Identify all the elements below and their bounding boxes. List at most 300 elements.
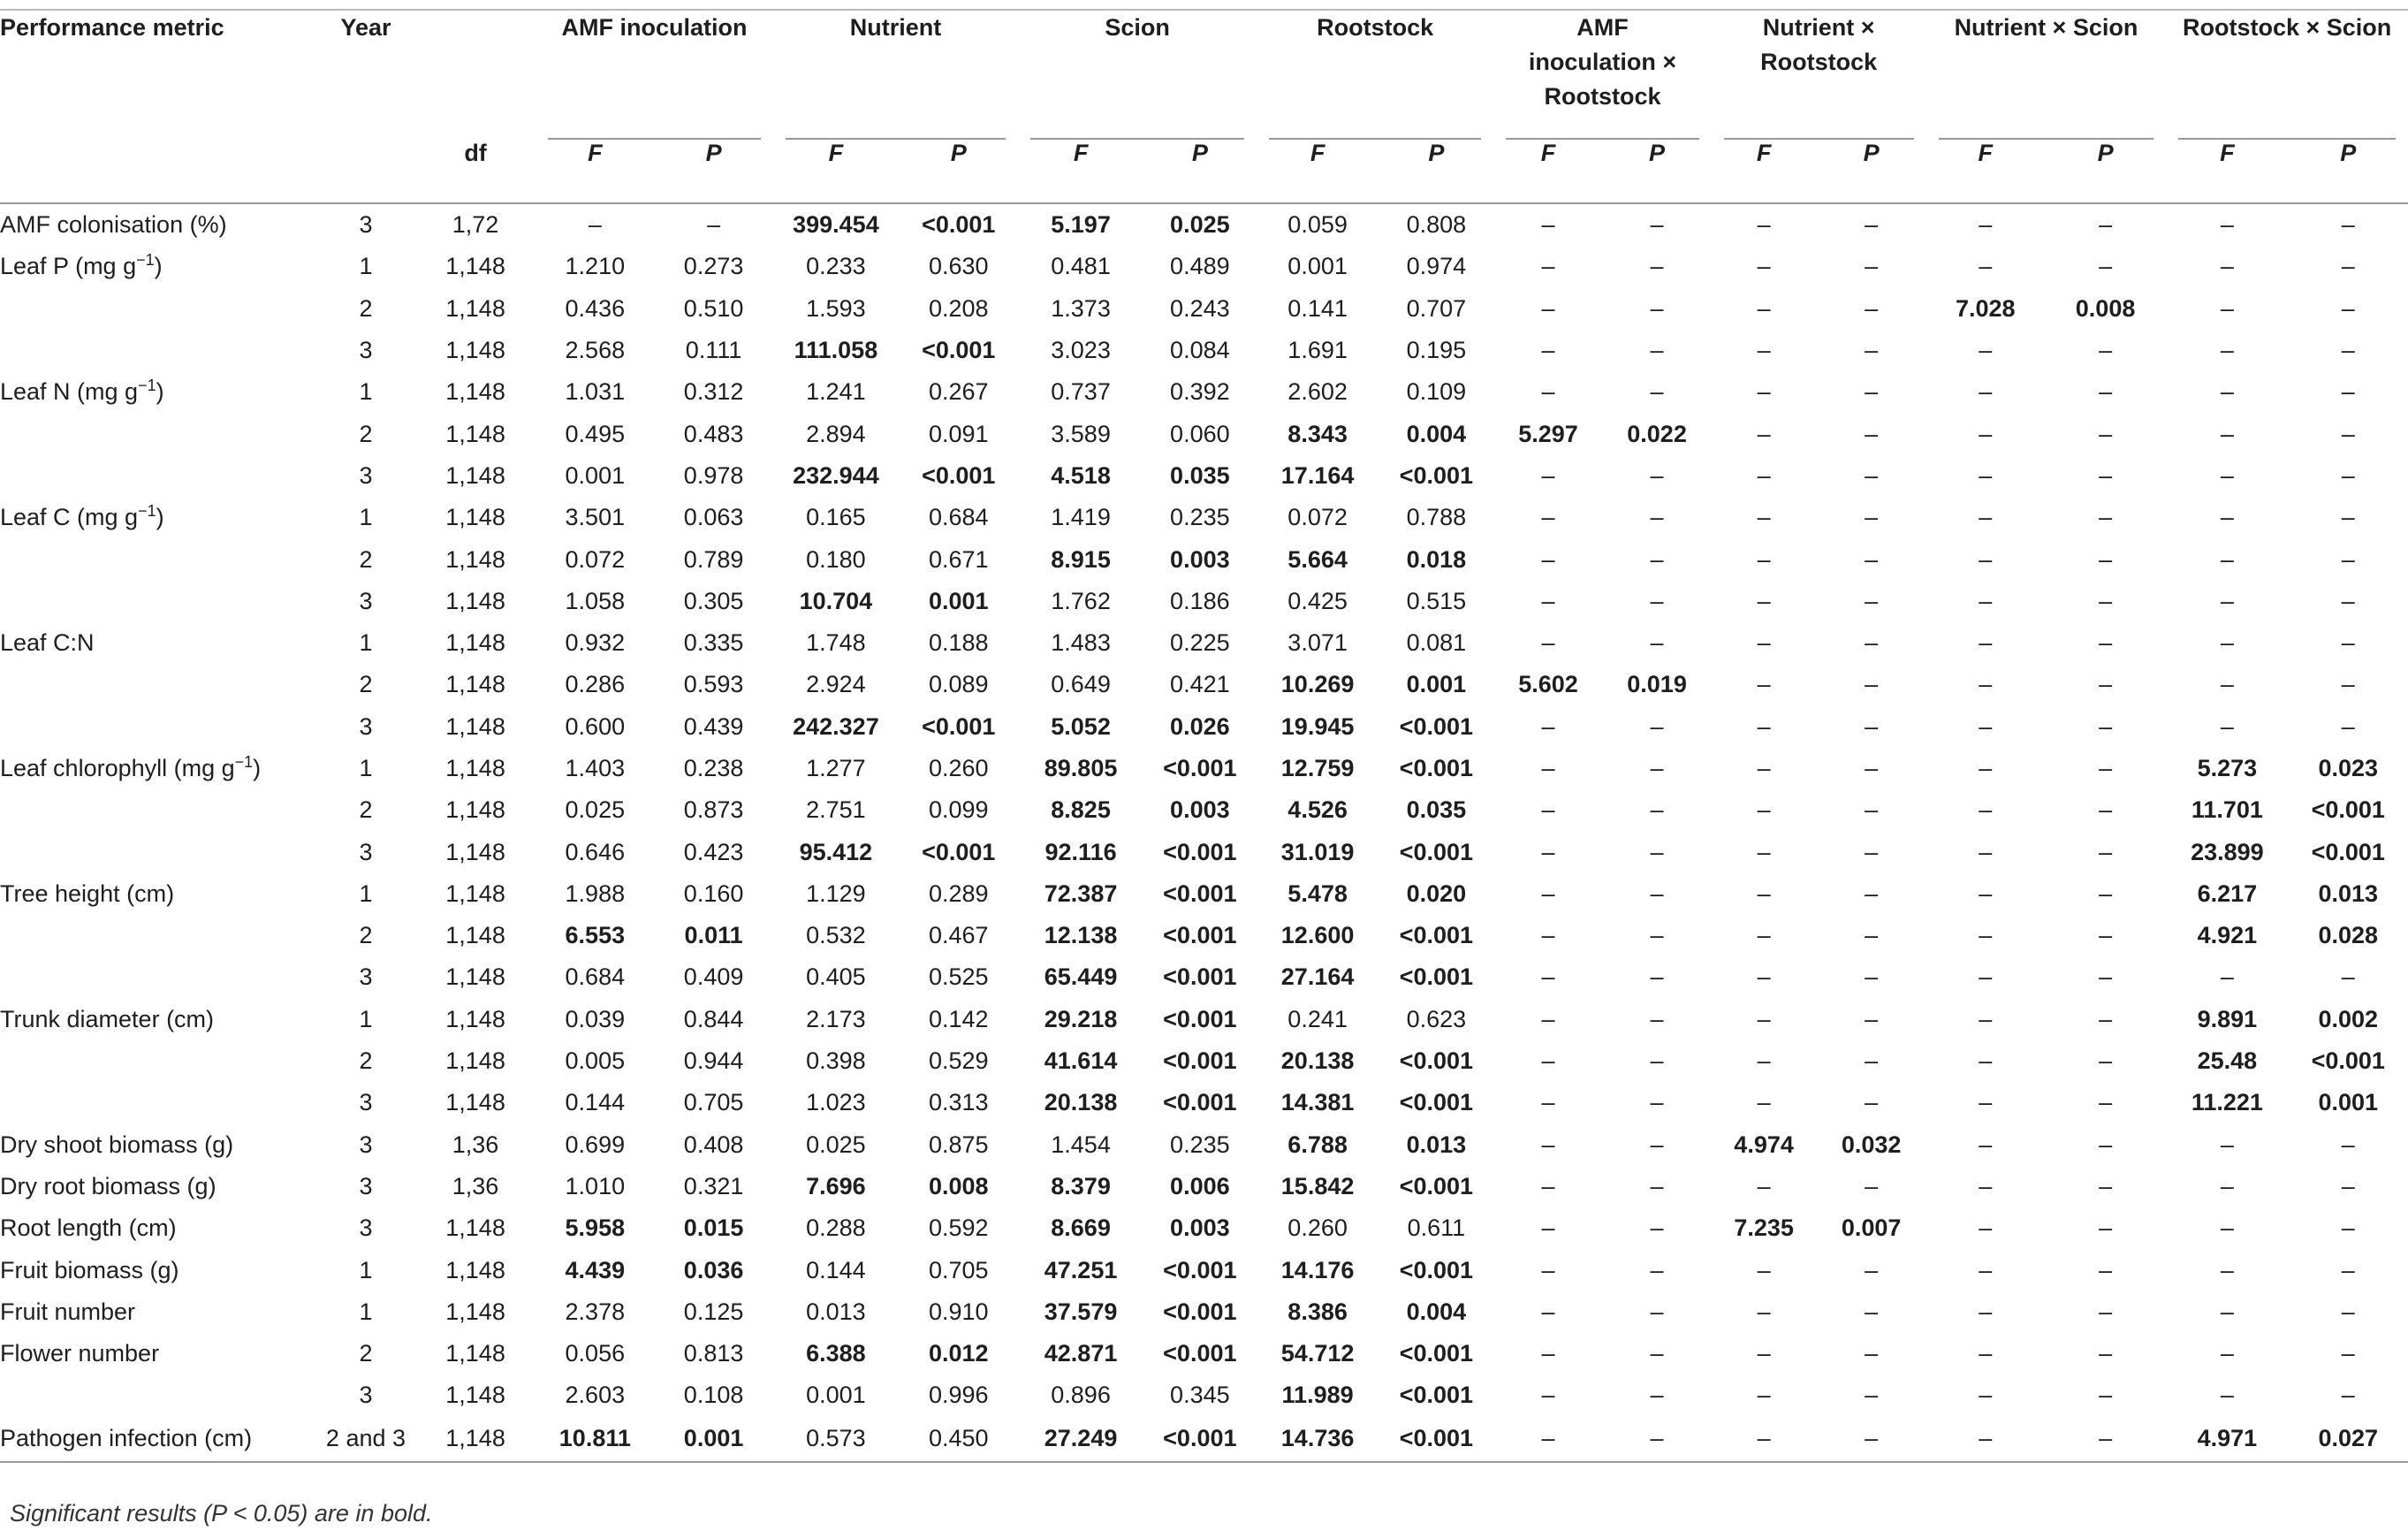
f-value-cell: – [2220, 378, 2234, 406]
f-value-cell: – [1979, 211, 1993, 239]
table-row [0, 1207, 2408, 1249]
p-value-cell: – [1865, 504, 1879, 531]
p-value-cell: – [1817, 1417, 1926, 1462]
f-value-cell: 5.273 [2197, 755, 2258, 781]
f-value-cell: 0.495 [565, 420, 626, 447]
f-value-cell: 17.164 [1280, 461, 1355, 489]
f-value-cell: – [1541, 1340, 1555, 1367]
group-header-amf: AMF inoculation [536, 10, 773, 140]
df-cell: 1,148 [445, 461, 505, 489]
p-value-cell: – [2099, 1298, 2113, 1325]
f-value-cell: 0.025 [806, 1131, 866, 1158]
p-value-cell: <0.001 [1399, 1340, 1474, 1367]
p-value-cell: 0.195 [1406, 337, 1467, 364]
p-value-cell: 0.705 [683, 1089, 744, 1116]
df-cell: 1,148 [445, 337, 505, 364]
f-value-cell: 14.381 [1280, 1089, 1355, 1116]
p-value-cell: – [2341, 587, 2355, 614]
f-value-cell: 1.010 [565, 1172, 626, 1199]
df-cell: 1,148 [445, 294, 505, 322]
df-cell: 1,148 [445, 1298, 505, 1325]
p-value-cell: 0.707 [1406, 294, 1467, 322]
f-value-cell: – [2220, 587, 2234, 614]
p-value-cell: 0.788 [1406, 504, 1467, 531]
p-value-cell: <0.001 [1163, 1256, 1237, 1283]
f-value-cell: 0.005 [565, 1047, 626, 1075]
df-cell: 1,148 [445, 504, 505, 531]
metric-cell: Fruit biomass (g) [0, 1256, 179, 1283]
p-value-cell: – [2099, 545, 2113, 573]
year-cell: 3 [359, 587, 373, 614]
f-value-cell: – [2220, 1256, 2234, 1283]
f-value-cell: 6.388 [806, 1340, 866, 1367]
p-value-cell: – [2099, 755, 2113, 781]
p-value-cell: – [2099, 629, 2113, 657]
table-row [0, 1249, 2408, 1291]
table-row [0, 1291, 2408, 1333]
f-value-cell: – [588, 211, 602, 239]
p-value-cell: <0.001 [922, 211, 996, 239]
p-value-cell: 0.630 [928, 253, 989, 280]
p-value-cell: – [1650, 1214, 1664, 1242]
p-value-cell: – [1865, 420, 1879, 447]
p-value-cell: 0.996 [928, 1382, 989, 1409]
p-value-cell: <0.001 [1399, 838, 1474, 865]
header-row-groups [0, 10, 2408, 140]
p-value-cell: – [1865, 461, 1879, 489]
f-value-cell: – [1757, 796, 1771, 824]
p-value-cell: 0.705 [928, 1256, 989, 1283]
column-header-p: P [1379, 140, 1493, 203]
p-value-cell: – [2099, 1340, 2113, 1367]
f-value-cell: – [1541, 253, 1555, 280]
f-value-cell: – [2220, 671, 2234, 698]
f-value-cell: 8.386 [1288, 1298, 1348, 1325]
p-value-cell: – [1650, 211, 1664, 239]
p-value-cell: – [2341, 1131, 2355, 1158]
f-value-cell: – [1541, 1047, 1555, 1075]
p-value-cell: 0.091 [928, 420, 989, 447]
p-value-cell: 0.089 [928, 671, 989, 698]
p-value-cell: 0.111 [685, 337, 742, 364]
p-value-cell: 0.027 [2289, 1417, 2408, 1462]
column-header-p: P [1817, 140, 1926, 203]
p-value-cell: 0.160 [683, 879, 744, 907]
metric-cell: Pathogen infection (cm) [0, 1417, 316, 1462]
year-cell: 1 [359, 1298, 373, 1325]
p-value-cell: – [1650, 587, 1664, 614]
p-value-cell: 0.125 [683, 1298, 744, 1325]
p-value-cell: 0.944 [683, 1047, 744, 1075]
p-value-cell: – [1865, 253, 1879, 280]
p-value-cell: 0.099 [928, 796, 989, 824]
metric-cell [0, 455, 316, 497]
p-value-cell: – [1650, 1382, 1664, 1409]
column-header-f: F [1493, 140, 1602, 203]
year-cell: 2 [359, 294, 373, 322]
f-value-cell: 9.891 [2197, 1005, 2258, 1032]
f-value-cell: 4.921 [2197, 922, 2258, 949]
p-value-cell: – [1650, 294, 1664, 322]
table-row [0, 622, 2408, 664]
p-value-cell: 0.467 [928, 922, 989, 949]
p-value-cell: 0.012 [928, 1340, 989, 1367]
f-value-cell: 2.751 [806, 796, 866, 824]
f-value-cell: 1.058 [565, 587, 626, 614]
p-value-cell: 0.026 [1170, 712, 1230, 740]
p-value-cell: <0.001 [1399, 1089, 1474, 1116]
p-value-cell: 0.035 [1406, 796, 1467, 824]
table-row [0, 664, 2408, 705]
f-value-cell: 0.684 [565, 963, 626, 991]
p-value-cell: – [2099, 211, 2113, 239]
f-value-cell: 14.176 [1280, 1256, 1355, 1283]
column-header-p: P [1603, 140, 1712, 203]
p-value-cell: – [2045, 1417, 2166, 1462]
metric-cell: Leaf N (mg $g^{-1}$) [0, 377, 164, 406]
f-value-cell: 31.019 [1280, 838, 1355, 865]
table-row [0, 999, 2408, 1040]
f-value-cell: – [1712, 1417, 1817, 1462]
metric-cell [0, 538, 316, 580]
f-value-cell: 8.379 [1051, 1172, 1111, 1199]
p-value-cell: 0.238 [683, 755, 744, 781]
f-value-cell: 1.129 [806, 879, 866, 907]
p-value-cell: – [1865, 1256, 1879, 1283]
p-value-cell: – [2341, 671, 2355, 698]
p-value-cell: – [2341, 211, 2355, 239]
metric-cell: Leaf C:N [0, 629, 95, 657]
f-value-cell: – [1979, 755, 1993, 781]
metric-cell [0, 915, 316, 956]
p-value-cell: – [2099, 1089, 2113, 1116]
p-value-cell: 0.018 [1406, 545, 1467, 573]
p-value-cell: – [1865, 1047, 1879, 1075]
f-value-cell: 1.277 [806, 755, 866, 781]
f-value-cell: – [2220, 253, 2234, 280]
df-cell: 1,148 [445, 1005, 505, 1032]
p-value-cell: 0.409 [683, 963, 744, 991]
f-value-cell: – [1979, 796, 1993, 824]
f-value-cell: 65.449 [1044, 963, 1118, 991]
p-value-cell: 0.008 [2075, 294, 2136, 322]
p-value-cell: – [1865, 879, 1879, 907]
p-value-cell: <0.001 [2311, 838, 2385, 865]
p-value-cell: – [2341, 337, 2355, 364]
p-value-cell: 0.003 [1170, 796, 1230, 824]
p-value-cell: 0.001 [928, 587, 989, 614]
f-value-cell: 47.251 [1044, 1256, 1118, 1283]
p-value-cell: <0.001 [922, 461, 996, 489]
p-value-cell: – [1650, 461, 1664, 489]
f-value-cell: 3.023 [1051, 337, 1111, 364]
p-value-cell: 0.235 [1170, 504, 1230, 531]
group-header-nutrient-x-rootstock: Nutrient × Rootstock [1712, 10, 1926, 140]
p-value-cell: 0.011 [684, 922, 743, 949]
p-value-cell: <0.001 [1399, 963, 1474, 991]
f-value-cell: 6.217 [2197, 879, 2258, 907]
p-value-cell: – [1650, 838, 1664, 865]
f-value-cell: 4.439 [565, 1256, 626, 1283]
table-row [0, 203, 2408, 246]
df-cell: 1,148 [445, 963, 505, 991]
f-value-cell: 1.023 [806, 1089, 866, 1116]
f-value-cell: – [1541, 1005, 1555, 1032]
f-value-cell: – [1979, 671, 1993, 698]
p-value-cell: – [1650, 253, 1664, 280]
metric-cell: Trunk diameter (cm) [0, 1005, 215, 1032]
p-value-cell: – [2341, 1340, 2355, 1367]
metric-cell [0, 789, 316, 831]
f-value-cell: – [1979, 629, 1993, 657]
f-value-cell: – [2220, 1298, 2234, 1325]
table-row [0, 1417, 2408, 1462]
p-value-cell: – [1650, 1298, 1664, 1325]
f-value-cell: 0.180 [806, 545, 866, 573]
p-value-cell: 0.423 [683, 838, 744, 865]
p-value-cell: – [1865, 1005, 1879, 1032]
p-value-cell: 0.108 [683, 1382, 744, 1409]
f-value-cell: 0.436 [565, 294, 626, 322]
f-value-cell: 0.699 [565, 1131, 626, 1158]
p-value-cell: 0.007 [1841, 1214, 1902, 1242]
f-value-cell: – [1541, 545, 1555, 573]
f-value-cell: 1.210 [565, 253, 626, 280]
f-value-cell: 7.028 [1956, 294, 2016, 322]
p-value-cell: – [1865, 629, 1879, 657]
p-value-cell: 0.875 [928, 1131, 989, 1158]
p-value-cell: 0.022 [1627, 420, 1687, 447]
p-value-cell: – [1865, 587, 1879, 614]
f-value-cell: – [1757, 294, 1771, 322]
f-value-cell: 1.483 [1051, 629, 1111, 657]
p-value-cell: – [1650, 1131, 1664, 1158]
f-value-cell: 0.233 [806, 253, 866, 280]
f-value-cell: – [1757, 545, 1771, 573]
f-value-cell: 1.419 [1051, 504, 1111, 531]
table-row [0, 581, 2408, 622]
f-value-cell: 0.286 [565, 671, 626, 698]
p-value-cell: 0.525 [928, 963, 989, 991]
f-value-cell: 0.001 [1288, 253, 1348, 280]
group-header-rootstock-x-scion: Rootstock × Scion [2166, 10, 2408, 140]
p-value-cell: – [2341, 420, 2355, 447]
f-value-cell: 29.218 [1044, 1005, 1118, 1032]
table-row [0, 497, 2408, 538]
year-cell: 1 [359, 879, 373, 907]
p-value-cell: 0.142 [928, 1005, 989, 1032]
p-value-cell: 0.235 [1170, 1131, 1230, 1158]
f-value-cell: 0.405 [806, 963, 866, 991]
metric-cell: Flower number [0, 1340, 160, 1367]
df-cell: 1,148 [445, 755, 505, 781]
f-value-cell: 4.518 [1051, 461, 1111, 489]
p-value-cell: 0.808 [1406, 211, 1467, 239]
p-value-cell: 0.483 [683, 420, 744, 447]
p-value-cell: 0.345 [1170, 1382, 1230, 1409]
p-value-cell: – [2099, 378, 2113, 406]
p-value-cell: <0.001 [922, 838, 996, 865]
f-value-cell: 37.579 [1044, 1298, 1118, 1325]
p-value-cell: – [2341, 963, 2355, 991]
f-value-cell: – [2220, 545, 2234, 573]
f-value-cell: 0.932 [565, 629, 626, 657]
f-value-cell: 8.669 [1051, 1214, 1111, 1242]
metric-cell [0, 664, 316, 705]
metric-cell: Fruit number [0, 1298, 136, 1325]
f-value-cell: – [1979, 337, 1993, 364]
f-value-cell: 15.842 [1280, 1172, 1355, 1199]
f-value-cell: 5.958 [565, 1214, 626, 1242]
table-row [0, 789, 2408, 831]
f-value-cell: 54.712 [1280, 1340, 1355, 1367]
f-value-cell: 10.269 [1280, 671, 1355, 698]
p-value-cell: – [2341, 1382, 2355, 1409]
p-value-cell: – [1865, 1382, 1879, 1409]
f-value-cell: 10.704 [799, 587, 873, 614]
f-value-cell: 92.116 [1044, 838, 1117, 865]
f-value-cell: – [1757, 838, 1771, 865]
f-value-cell: – [2220, 294, 2234, 322]
year-cell: 3 [359, 1172, 373, 1199]
f-value-cell: – [1979, 1047, 1993, 1075]
group-header-scion: Scion [1018, 10, 1257, 140]
f-value-cell: 242.327 [793, 712, 879, 740]
p-value-cell: <0.001 [922, 337, 996, 364]
p-value-cell: 0.208 [928, 294, 989, 322]
f-value-cell: 111.058 [794, 337, 878, 364]
p-value-cell: <0.001 [1399, 461, 1474, 489]
f-value-cell: – [1541, 1382, 1555, 1409]
f-value-cell: – [1541, 1256, 1555, 1283]
p-value-cell: – [1865, 755, 1879, 781]
p-value-cell: 0.081 [1406, 629, 1467, 657]
f-value-cell: 2.924 [806, 671, 866, 698]
metric-cell [0, 831, 316, 872]
df-cell: 1,36 [452, 1131, 499, 1158]
p-value-cell: – [2099, 1005, 2113, 1032]
table-row [0, 246, 2408, 287]
p-value-cell: <0.001 [1163, 1089, 1237, 1116]
p-value-cell: 0.060 [1170, 420, 1230, 447]
metric-cell: Dry shoot biomass (g) [0, 1131, 234, 1158]
column-header-f: F [1257, 140, 1379, 203]
p-value-cell: 0.001 [1406, 671, 1467, 698]
f-value-cell: – [1757, 587, 1771, 614]
column-header-df: df [415, 140, 536, 203]
p-value-cell: 0.844 [683, 1005, 744, 1032]
f-value-cell: 0.532 [806, 922, 866, 949]
f-value-cell: – [1979, 1172, 1993, 1199]
f-value-cell: 11.701 [2191, 796, 2263, 824]
f-value-cell: – [1979, 504, 1993, 531]
table-row [0, 1333, 2408, 1374]
f-value-cell: – [1757, 211, 1771, 239]
f-value-cell: – [1541, 294, 1555, 322]
p-value-cell: <0.001 [1399, 1256, 1474, 1283]
column-header-f: F [1712, 140, 1817, 203]
f-value-cell: 0.481 [1051, 253, 1111, 280]
f-value-cell: – [1757, 1005, 1771, 1032]
f-value-cell: – [1757, 1089, 1771, 1116]
f-value-cell: 12.600 [1280, 922, 1355, 949]
f-value-cell: – [1757, 253, 1771, 280]
p-value-cell: – [2099, 504, 2113, 531]
p-value-cell: – [1650, 796, 1664, 824]
f-value-cell: – [1757, 1256, 1771, 1283]
p-value-cell: 0.873 [683, 796, 744, 824]
p-value-cell: <0.001 [1379, 1417, 1493, 1462]
f-value-cell: – [1979, 838, 1993, 865]
f-value-cell: 89.805 [1044, 755, 1118, 781]
p-value-cell: <0.001 [1163, 963, 1237, 991]
p-value-cell: – [2099, 420, 2113, 447]
metric-cell [0, 330, 316, 371]
year-cell: 1 [359, 504, 373, 531]
p-value-cell: – [2099, 838, 2113, 865]
column-header-f: F [773, 140, 899, 203]
f-value-cell: – [2220, 420, 2234, 447]
df-cell: 1,148 [445, 1256, 505, 1283]
table-row [0, 413, 2408, 454]
f-value-cell: 0.056 [565, 1340, 626, 1367]
p-value-cell: – [2341, 1256, 2355, 1283]
f-value-cell: 1.748 [806, 629, 866, 657]
p-value-cell: – [1650, 1089, 1664, 1116]
p-value-cell: – [2099, 1256, 2113, 1283]
f-value-cell: 8.343 [1288, 420, 1348, 447]
f-value-cell: – [1979, 1005, 1993, 1032]
year-cell: 2 [359, 922, 373, 949]
f-value-cell: 0.001 [806, 1382, 866, 1409]
p-value-cell: – [2099, 879, 2113, 907]
p-value-cell: <0.001 [2311, 796, 2385, 824]
metric-cell: AMF colonisation (%) [0, 211, 227, 239]
p-value-cell: 0.439 [683, 712, 744, 740]
p-value-cell: <0.001 [1163, 1298, 1237, 1325]
f-value-cell: 11.989 [1281, 1382, 1354, 1409]
f-value-cell: – [1979, 922, 1993, 949]
f-value-cell: – [1493, 1417, 1602, 1462]
table-row [0, 831, 2408, 872]
p-value-cell: 0.267 [928, 378, 989, 406]
p-value-cell: – [2099, 963, 2113, 991]
column-header-f: F [1018, 140, 1143, 203]
column-header-f: F [2166, 140, 2288, 203]
f-value-cell: – [1541, 838, 1555, 865]
f-value-cell: – [2220, 1214, 2234, 1242]
p-value-cell: 0.006 [1170, 1172, 1230, 1199]
p-value-cell: <0.001 [2311, 1047, 2385, 1075]
p-value-cell: – [1650, 1047, 1664, 1075]
f-value-cell: – [1757, 671, 1771, 698]
p-value-cell: <0.001 [1163, 1340, 1237, 1367]
df-cell: 1,148 [445, 1214, 505, 1242]
f-value-cell: 0.896 [1051, 1382, 1111, 1409]
p-value-cell: – [1865, 545, 1879, 573]
table-row [0, 915, 2408, 956]
p-value-cell: – [2099, 1172, 2113, 1199]
f-value-cell: 0.165 [806, 504, 866, 531]
p-value-cell: <0.001 [922, 712, 996, 740]
f-value-cell: 5.297 [1518, 420, 1578, 447]
year-cell: 3 [359, 838, 373, 865]
p-value-cell: – [1865, 963, 1879, 991]
f-value-cell: – [1541, 1214, 1555, 1242]
f-value-cell: 8.825 [1051, 796, 1111, 824]
p-value-cell: – [2099, 1382, 2113, 1409]
year-cell: 3 [359, 712, 373, 740]
